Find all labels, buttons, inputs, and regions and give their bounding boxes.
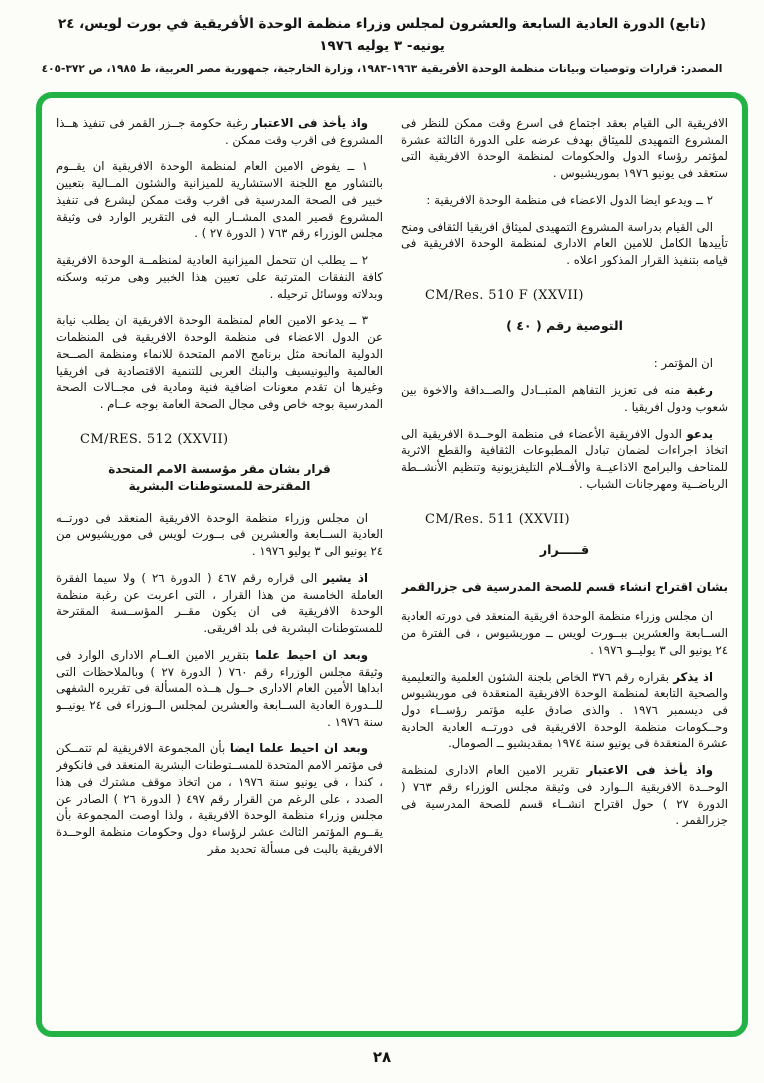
paragraph-text: ان مجلس وزراء منظمة الوحدة الافريقية المنعقد فى دورتــه العادية الســابعة والعشرين فى بــورت لويس فى موريشيوس من ٢٤ يونيو الى ٣ يوليو ١٩٧٦ . [56, 510, 383, 559]
paragraph [401, 115, 728, 182]
paragraph-text: بأن المجموعة الافريقية لم تتمــكن فى مؤتمر الامم المتحدة للمســتوطنات البشرية المنعقد فى فانكوفر ، كندا ، فى يونيو سنة ١٩٧٦ ، من اتخاذ موقف مشترك فى هذا الصدد ، على الرغم من القرار رقم ٤٩٧ ( الدورة ٢٦ ) الصادر عن مجلس وزراء منظمة الوحدة الافريقية ، ولذا اوصت المجموعة بأن يقــوم المؤتمر الثالث عشر لرؤساء دول وحكومات منظمة الوحــدة الافريقية بالبت فى مسألة تحديد مقر [56, 741, 383, 856]
paragraph-text: ان مجلس وزراء منظمة الوحدة افريقية المنعقد فى دورته العادية الســابعة والعشرين ببــورت لويس ــ موريشيوس ، فى الفترة من ٢٤ يونيو الى ٣ يوليــو ١٩٧٦ . [401, 609, 728, 657]
resolution-512-title: قرار بشان مقر مؤسسة الامم المتحدة المقترحة للمستوطنات البشرية [108, 462, 331, 494]
paragraph-text: الى القيام بدراسة المشروع التمهيدى لميثاق افريقيا الثقافى ومنح تأييدها الكامل للامين العام الادارى لمنظمة الوحدة الافريقية فى قيامه بتنفيذ القرار المذكور اعلاه . [401, 219, 728, 268]
paragraph [401, 669, 728, 753]
paragraph-lead: اذ يذكر [673, 669, 713, 684]
paragraph-text: ان المؤتمر : [653, 356, 713, 371]
decision-subject-title: بشان اقتراح انشاء قسم للصحة المدرسية فى جزرالقمر [401, 580, 728, 595]
paragraph-text: رغبة حكومة جــزر القمر فى تنفيذ هــذا المشروع فى اقرب وقت ممكن . [56, 116, 383, 147]
recommendation-40-heading: التوصية رقم ( ٤٠ ) [506, 318, 623, 334]
paragraph-text: بتقرير الامين العــام الادارى الوارد فى وثيقة مجلس الوزراء رقم ٧٦٠ ( الدورة ٢٧ ) وبالملاحظات التى ابداها الأمين العام الادارى حــول هــذه المسألة فى تقريره الشفهى للــدورة العادية الســابعة والعشرين لمجلس الــوزراء فى ٢٤ يونيــو سنة ١٩٧٦ . [56, 647, 383, 729]
paragraph-lead: واذ يأخذ فى الاعتبار [586, 763, 713, 778]
paragraph [401, 762, 728, 829]
green-border-frame [36, 92, 748, 1037]
paragraph [56, 158, 383, 242]
column-right [401, 115, 728, 1021]
paragraph [401, 382, 728, 415]
column-left [56, 115, 383, 1021]
paragraph-text: ١ ــ يفوض الامين العام لمنظمة الوحدة الافريقية ان يقــوم بالتشاور مع اللجنة الاستشارية للميزانية والشئون المــالية بتعيين خبير فى الصحة المدرسية فى اقرب وقت ممكن ليشرع فى تنفيذ المشروع قصير المدى المشــار اليه فى التقرير الوارد فى وثيقة مجلس الوزراء رقم ٧٦٣ ( الدورة ٢٧ ) . [56, 159, 383, 241]
paragraph [401, 355, 728, 372]
paragraph-text: ٢ ــ يطلب ان تتحمل الميزانية العادية لمنظمــة الوحدة الافريقية كافة النفقات المترتبة على تعيين هذا الخبير وهى مرتبه وسكنه وبدلاته ووسائل ترحيله . [56, 253, 383, 301]
paragraph-text: منه فى تعزيز التفاهم المتبــادل والصــداقة والاخوة بين شعوب ودول افريقيا . [401, 383, 728, 414]
session-title: (تابع) الدورة العادية السابعة والعشرون لمجلس وزراء منظمة الوحدة الأفريقية في بورت لويس، ٢٤ يونيه- ٣ يوليه ١٩٧٦ [57, 16, 707, 54]
resolution-code-510: CM/Res. 510 F (XXVII) [425, 287, 584, 303]
paragraph-lead: وبعد ان احيط علما [255, 647, 368, 662]
paragraph-lead: اذ يشير [323, 570, 368, 585]
paragraph-lead: واذ يأخذ فى الاعتبار [252, 116, 369, 130]
source-citation: المصدر: قرارات وتوصيات وبيانات منظمة الوحدة الأفريقية ١٩٦٣-١٩٨٣، وزارة الخارجية، جمهورية مصر العربية، ط ١٩٨٥، ص ٣٧٢-٤٠٥ [41, 63, 723, 76]
paragraph [401, 219, 728, 269]
paragraph [56, 740, 383, 857]
paragraph-lead: رغبة [686, 383, 713, 398]
resolution-code-512: CM/RES. 512 (XXVII) [80, 431, 229, 447]
paragraph [56, 510, 383, 560]
paragraph [401, 192, 728, 209]
paragraph-text: ٢ ــ ويدعو ايضا الدول الاعضاء فى منظمة الوحدة الافريقية : [426, 192, 713, 207]
page-header [0, 14, 764, 75]
paragraph-text: الى قراره رقم ٤٦٧ ( الدورة ٢٦ ) ولا سيما الفقرة العاملة الخامسة من هذا القرار ، التى اعربت عن رغبة منظمة الوحدة الافريقية فى ان يكون مقــر المؤســسة المقترحة للمستوطنات البشرية فى بلد افريقى. [56, 570, 383, 636]
paragraph-lead: وبعد ان احيط علما ايضا [229, 741, 368, 756]
page-number: ٢٨ [372, 1048, 392, 1066]
paragraph-text: تقرير الامين العام الادارى لمنظمة الوحــدة الافريقية الــوارد فى وثيقة مجلس الوزراء رقم ٧٦٣ ( الدورة ٢٧ ) حول اقتراح انشــاء قسم للصحة المدرسية فى جزرالقمر . [401, 763, 728, 828]
paragraph-text: بقراره رقم ٣٧٦ الخاص بلجنة الشئون العلمية والتعليمية والصحية التابعة لمنظمة الوحدة الافريقية المنعقدة فى موريشيوس فى ديسمبر ١٩٧٦ . والذى صادق عليه مؤتمر رؤســاء دول وحــكومات منظمة الوحدة الافريقية فى دورتــه العادية الحادية عشرة المنعقدة فى يونيو سنة ١٩٧٤ بمقديشيو ــ الصومال. [401, 669, 728, 751]
decision-heading: قـــــرار [539, 542, 590, 558]
paragraph [56, 570, 383, 637]
text-columns [56, 115, 728, 1021]
paragraph [56, 115, 383, 148]
paragraph [56, 252, 383, 302]
resolution-code-511: CM/Res. 511 (XXVII) [425, 511, 570, 527]
paragraph [401, 608, 728, 658]
paragraph [56, 647, 383, 731]
paragraph-text: الافريقية الى القيام بعقد اجتماع فى اسرع وقت ممكن للنظر فى المشروع التمهيدى للميثاق بهدف عرضه على الدورة الثالثة عشرة لمؤتمر رؤساء الدول والحكومات لمنظمة الوحدة الافريقية التى ستعقد فى يونيو ١٩٧٦ بموريشيوس . [401, 116, 728, 181]
paragraph-text: الدول الافريقية الأعضاء فى منظمة الوحــدة الافريقية الى اتخاذ اجراءات لضمان تبادل المطبوعات الثقافية والقطع الاثرية للمتاحف والبرامج الاذاعيــة والأفــلام التليفزيونية وتنظيم الأنشــطة الرياضــية ومهرجانات الشباب . [401, 426, 728, 491]
paragraph [401, 426, 728, 493]
paragraph-lead: يدعو [686, 426, 713, 441]
paragraph [56, 312, 383, 412]
paragraph-text: ٣ ــ يدعو الامين العام لمنظمة الوحدة الافريقية ان يطلب نيابة عن الدول الاعضاء فى منظمة الوحدة الافريقية فى المنظمات الدولية المانحة مثل برنامج الامم المتحدة للانماء ومنظمة الصــحة العالمية واليونيسيف والبنك العربى للتنمية الاقتصادية فى افريقيا وغيرها ان تقدم معونات اضافية فنية ومادية فى مجــالات الصحة المدرسية بوجه خاص وفى مجال الصحة العامة بوجه عــام . [56, 313, 383, 412]
